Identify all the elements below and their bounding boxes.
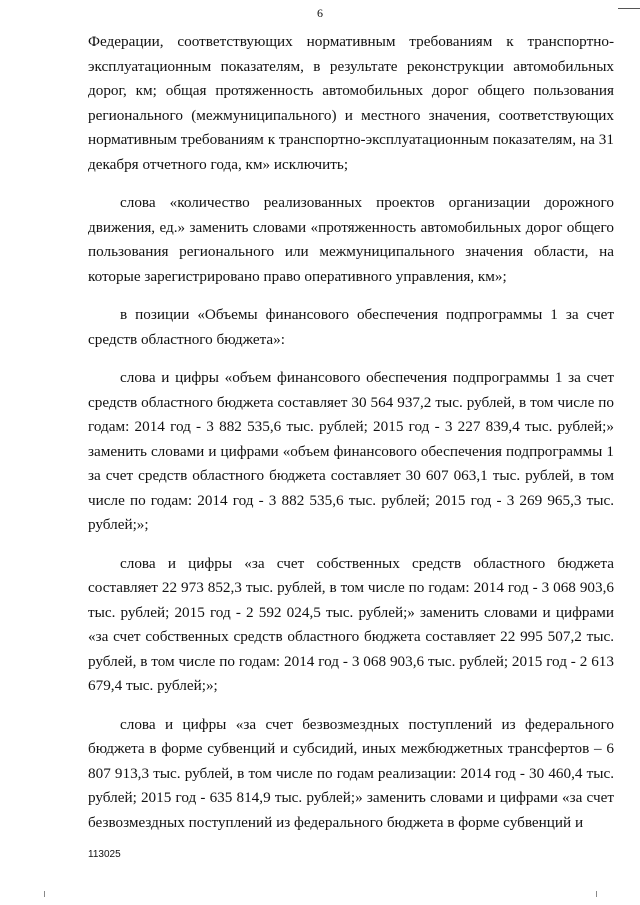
- document-code: 113025: [88, 849, 121, 860]
- scan-tick-mark: [596, 891, 597, 897]
- page-number: 6: [317, 6, 323, 20]
- paragraph-federal-funds: слова и цифры «за счет безвозмездных поступлений из федерального бюджета в форме субвенций и субсидий, иных межбюджетных трансфертов – 6 807 913,3 тыс. рублей, в том числе по годам реализации: 2014 год - 30 460,4 тыс. рублей; 2015 год - 635 814,9 тыс. рублей;» заменить словами и цифрами «за счет безвозмездных поступлений из федерального бюджета в форме субвенций и: [88, 715, 614, 831]
- paragraph-financing-total: слова и цифры «объем финансового обеспечения подпрограммы 1 за счет средств областного бюджета составляет 30 564 937,2 тыс. рублей, в том числе по годам: 2014 год - 3 882 535,6 тыс. рублей; 2015 год - 3 227 839,4 тыс. рублей;» заменить словами и цифрами «объем финансового обеспечения подпрограммы 1 за счет средств областного бюджета составляет 30 607 063,1 тыс. рублей, в том числе по годам: 2014 год - 3 882 535,6 тыс. рублей; 2015 год - 3 269 965,3 тыс. рублей;»;: [88, 369, 614, 533]
- document-body: [88, 30, 614, 849]
- scan-tick-mark: [44, 891, 45, 897]
- paragraph-continuation: Федерации, соответствующих нормативным требованиям к транспортно-эксплуатационным показателям, в результате реконструкции автомобильных дорог, км; общая протяженность автомобильных дорог общего пользования регионального (межмуниципального) и местного значения, соответствующих нормативным требованиям к транспортно-эксплуатационным показателям, на 31 декабря отчетного года, км» исключить;: [88, 33, 614, 173]
- paragraph-replace-projects: слова «количество реализованных проектов организации дорожного движения, ед.» заменить словами «протяженность автомобильных дорог общего пользования регионального или межмуниципального значения области, на которые зарегистрировано право оперативного управления, км»;: [88, 194, 614, 285]
- paragraph-position-financing: в позиции «Объемы финансового обеспечения подпрограммы 1 за счет средств областного бюджета»:: [88, 306, 614, 348]
- paragraph-own-funds: слова и цифры «за счет собственных средств областного бюджета составляет 22 973 852,3 тыс. рублей, в том числе по годам: 2014 год - 3 068 903,6 тыс. рублей; 2015 год - 2 592 024,5 тыс. рублей;» заменить словами и цифрами «за счет собственных средств областного бюджета составляет 22 995 507,2 тыс. рублей, в том числе по годам: 2014 год - 3 068 903,6 тыс. рублей; 2015 год - 2 613 679,4 тыс. рублей;»;: [88, 554, 614, 694]
